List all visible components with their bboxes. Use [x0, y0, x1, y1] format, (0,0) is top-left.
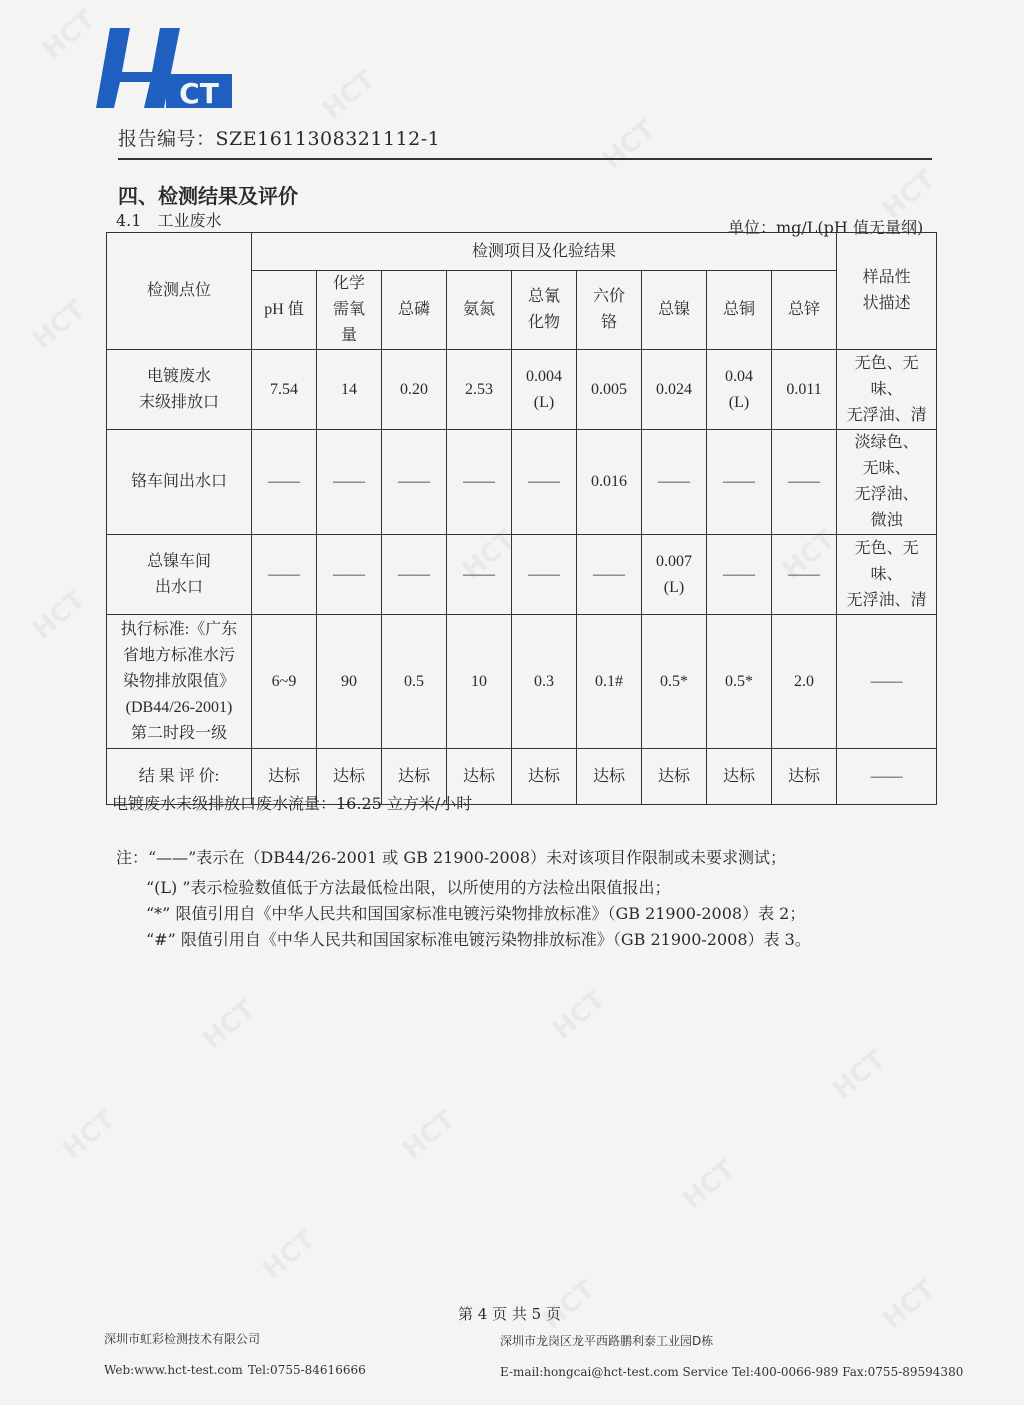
watermark [827, 1045, 891, 1106]
result-cell: 达标 [447, 749, 512, 805]
watermark [877, 1275, 941, 1336]
result-cell: 2.0 [772, 615, 837, 749]
result-cell: 达标 [577, 749, 642, 805]
result-cell: —— [577, 535, 642, 615]
table-row [107, 615, 937, 749]
header-items-group: 检测项目及化验结果 [252, 233, 837, 271]
result-cell: 达标 [382, 749, 447, 805]
header-item: 总磷 [382, 271, 447, 350]
header-item: 总铜 [707, 271, 772, 350]
section-title: 四、检测结果及评价 [118, 184, 298, 208]
result-cell: —— [512, 535, 577, 615]
result-cell: 0.5 [382, 615, 447, 749]
watermark [27, 295, 91, 356]
result-cell: —— [382, 535, 447, 615]
row-site: 总镍车间 出水口 [107, 535, 252, 615]
result-cell: 90 [317, 615, 382, 749]
watermark [317, 65, 381, 126]
watermark [27, 585, 91, 646]
flow-note: 电镀废水末级排放口废水流量：16.25 立方米/小时 [112, 794, 473, 813]
header-item: 化学 需氧 量 [317, 271, 382, 350]
note-line: “*” 限值引用自《中华人民共和国国家标准电镀污染物排放标准》（GB 21900-2008）表 2； [146, 904, 806, 923]
result-cell: 达标 [707, 749, 772, 805]
header-item: pH 值 [252, 271, 317, 350]
watermark [547, 985, 611, 1046]
table-row [107, 535, 937, 615]
result-cell: —— [772, 430, 837, 535]
result-cell: 0.011 [772, 350, 837, 430]
footer-web: Web:www.hct-test.com [104, 1363, 243, 1377]
header-item: 总氰 化物 [512, 271, 577, 350]
row-sample-desc: 淡绿色、 无味、 无浮油、 微浊 [837, 430, 937, 535]
result-cell: —— [317, 535, 382, 615]
watermark [597, 115, 661, 176]
watermark [677, 1155, 741, 1216]
table-row [107, 430, 937, 535]
watermark [57, 1105, 121, 1166]
result-cell: 2.53 [447, 350, 512, 430]
result-cell: 0.004 (L) [512, 350, 577, 430]
row-site: 铬车间出水口 [107, 430, 252, 535]
footer-company: 深圳市虹彩检测技术有限公司 [104, 1332, 261, 1346]
result-cell: 0.04 (L) [707, 350, 772, 430]
result-cell: 0.20 [382, 350, 447, 430]
hct-logo [96, 26, 236, 110]
note-line: 注：“——”表示在（DB44/26-2001 或 GB 21900-2008）未对该项目作限制或未要求测试； [116, 848, 787, 867]
result-cell: 0.5* [642, 615, 707, 749]
result-cell: —— [317, 430, 382, 535]
result-cell: —— [447, 430, 512, 535]
unit-note: 单位：mg/L(pH 值无量纲) [728, 218, 924, 237]
result-cell: —— [772, 535, 837, 615]
header-sample-desc: 样品性 状描述 [837, 233, 937, 350]
svg-text:CT: CT [179, 77, 219, 110]
watermark [257, 1225, 321, 1286]
report-number: 报告编号：SZE1611308321112-1 [118, 128, 441, 150]
table-row [107, 350, 937, 430]
header-item: 总锌 [772, 271, 837, 350]
header-site: 检测点位 [107, 233, 252, 350]
result-cell: 7.54 [252, 350, 317, 430]
result-cell: —— [642, 430, 707, 535]
watermark [197, 995, 261, 1056]
subsection-title: 4.1 工业废水 [116, 211, 222, 230]
result-cell: 0.1# [577, 615, 642, 749]
result-cell: 0.5* [707, 615, 772, 749]
row-site: 执行标准:《广东 省地方标准水污 染物排放限值》 (DB44/26-2001) 第二时段一级 [107, 615, 252, 749]
footer-contact: E-mail:hongcai@hct-test.com Service Tel:400-0066-989 Fax:0755-89594380 [500, 1365, 964, 1379]
result-cell: 10 [447, 615, 512, 749]
results-table [106, 232, 937, 805]
result-cell: —— [707, 535, 772, 615]
result-cell: —— [382, 430, 447, 535]
result-cell: —— [447, 535, 512, 615]
result-cell: 达标 [317, 749, 382, 805]
row-sample-desc: —— [837, 615, 937, 749]
result-cell: —— [707, 430, 772, 535]
result-cell: 达标 [252, 749, 317, 805]
result-cell: 达标 [512, 749, 577, 805]
watermark [37, 5, 101, 66]
note-line: “#” 限值引用自《中华人民共和国国家标准电镀污染物排放标准》（GB 21900-2008）表 3。 [146, 930, 811, 949]
header-item: 总镍 [642, 271, 707, 350]
result-cell: —— [252, 535, 317, 615]
watermark [397, 1105, 461, 1166]
header-item: 氨氮 [447, 271, 512, 350]
result-cell: 达标 [772, 749, 837, 805]
page-number: 第 4 页 共 5 页 [458, 1305, 561, 1323]
result-cell: 达标 [642, 749, 707, 805]
row-sample-desc: —— [837, 749, 937, 805]
footer-tel: Tel:0755-84616666 [248, 1363, 366, 1377]
row-site: 电镀废水 末级排放口 [107, 350, 252, 430]
result-cell: 0.007 (L) [642, 535, 707, 615]
row-site: 结 果 评 价: [107, 749, 252, 805]
result-cell: 0.016 [577, 430, 642, 535]
result-cell: 0.005 [577, 350, 642, 430]
result-cell: 6~9 [252, 615, 317, 749]
result-cell: —— [252, 430, 317, 535]
row-sample-desc: 无色、无味、 无浮油、清 [837, 350, 937, 430]
result-cell: 14 [317, 350, 382, 430]
result-cell: 0.024 [642, 350, 707, 430]
result-cell: 0.3 [512, 615, 577, 749]
header-divider [118, 158, 932, 160]
row-sample-desc: 无色、无味、 无浮油、清 [837, 535, 937, 615]
footer-address: 深圳市龙岗区龙平西路鹏利泰工业园D栋 [500, 1334, 714, 1348]
header-item: 六价 铬 [577, 271, 642, 350]
note-line: “(L) ”表示检验数值低于方法最低检出限，以所使用的方法检出限值报出； [146, 878, 671, 897]
result-cell: —— [512, 430, 577, 535]
